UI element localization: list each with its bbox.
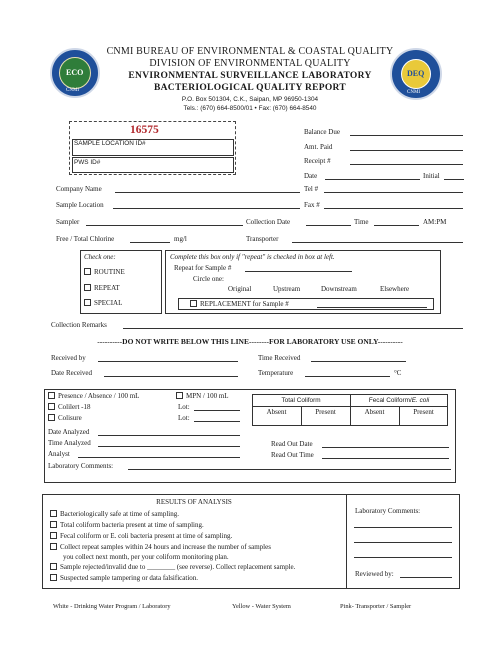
lot-label-1: Lot: bbox=[178, 403, 190, 411]
pws-id-label: PWS ID# bbox=[74, 159, 101, 166]
time-analyzed-label: Time Analyzed bbox=[48, 439, 91, 447]
results-box-divider bbox=[346, 494, 347, 589]
time-label: Time bbox=[354, 218, 369, 226]
check-one-title: Check one: bbox=[84, 253, 116, 261]
mpn-checkbox[interactable] bbox=[176, 392, 183, 399]
result-total-coliform-label: Total coliform bacteria present at time of sampling. bbox=[60, 521, 204, 529]
tel-label: Tel # bbox=[304, 185, 319, 193]
colilert-checkbox[interactable] bbox=[48, 403, 55, 410]
lab-comments-field[interactable] bbox=[128, 469, 451, 470]
result-tampering-checkbox[interactable] bbox=[50, 574, 57, 581]
result-fecal-checkbox[interactable] bbox=[50, 532, 57, 539]
result-rejected-checkbox[interactable] bbox=[50, 563, 57, 570]
repeat-checkbox[interactable] bbox=[84, 284, 91, 291]
tel-field[interactable] bbox=[324, 192, 463, 193]
results-title: RESULTS OF ANALYSIS bbox=[156, 498, 232, 506]
initial-field[interactable] bbox=[444, 179, 464, 180]
date-analyzed-label: Date Analyzed bbox=[48, 428, 90, 436]
received-by-label: Received by bbox=[51, 354, 86, 362]
result-safe-option[interactable] bbox=[50, 510, 179, 518]
collection-remarks-field[interactable] bbox=[123, 328, 463, 329]
billing-date-field[interactable] bbox=[325, 179, 420, 180]
temperature-label: Temperature bbox=[258, 369, 294, 377]
date-received-field[interactable] bbox=[104, 376, 238, 377]
special-checkbox[interactable] bbox=[84, 299, 91, 306]
results-lab-comments-label: Laboratory Comments: bbox=[355, 507, 421, 515]
presence-absence-label: Presence / Absence / 100 mL bbox=[58, 392, 140, 400]
header-line-2: DIVISION OF ENVIRONMENTAL QUALITY bbox=[149, 58, 351, 69]
lab-use-divider: ----------DO NOT WRITE BELOW THIS LINE--------FOR LABORATORY USE ONLY---------- bbox=[97, 337, 403, 346]
company-name-field[interactable] bbox=[115, 192, 300, 193]
sample-location-label: SAMPLE LOCATION ID# bbox=[74, 140, 146, 147]
collection-date-label: Collection Date bbox=[246, 218, 291, 226]
initial-label: Initial bbox=[423, 172, 440, 180]
choice-elsewhere[interactable]: Elsewhere bbox=[380, 285, 410, 293]
read-out-date-label: Read Out Date bbox=[271, 440, 313, 448]
date-analyzed-field[interactable] bbox=[98, 435, 240, 436]
fax-field[interactable] bbox=[324, 208, 463, 209]
read-out-date-field[interactable] bbox=[322, 447, 449, 448]
temperature-field[interactable] bbox=[305, 376, 390, 377]
header-line-3: ENVIRONMENTAL SURVEILLANCE LABORATORY bbox=[128, 71, 372, 81]
result-repeat-continuation: you collect next month, per your coliform monitoring plan. bbox=[63, 553, 229, 561]
fax-label: Fax # bbox=[304, 201, 320, 209]
eco-seal-text: ECO bbox=[66, 68, 84, 77]
date-received-label: Date Received bbox=[51, 369, 93, 377]
receipt-field[interactable] bbox=[350, 164, 463, 165]
repeat-label: REPEAT bbox=[94, 284, 120, 292]
colilert-label: Colilert -18 bbox=[58, 403, 91, 411]
sampler-label: Sampler bbox=[56, 218, 80, 226]
amt-paid-label: Amt. Paid bbox=[304, 143, 333, 151]
mpn-option[interactable] bbox=[176, 392, 229, 400]
results-comment-line-1[interactable] bbox=[354, 527, 452, 528]
result-rejected-label: Sample rejected/invalid due to ________ (see reverse). Collect replacement sample. bbox=[60, 563, 296, 571]
reviewed-by-label: Reviewed by: bbox=[355, 570, 394, 578]
fecal-absent-header: Absent bbox=[364, 408, 385, 416]
header-line-4: BACTERIOLOGICAL QUALITY REPORT bbox=[153, 83, 346, 93]
read-out-time-label: Read Out Time bbox=[271, 451, 314, 459]
replacement-field[interactable] bbox=[317, 307, 427, 308]
circle-one-label: Circle one: bbox=[193, 275, 224, 283]
sampler-field[interactable] bbox=[86, 225, 243, 226]
choice-original[interactable]: Original bbox=[228, 285, 252, 293]
lot-field-2[interactable] bbox=[194, 421, 240, 422]
result-total-coliform-option[interactable] bbox=[50, 521, 204, 529]
time-analyzed-field[interactable] bbox=[98, 446, 240, 447]
sample-location-text-label: Sample Location bbox=[56, 201, 104, 209]
choice-upstream[interactable]: Upstream bbox=[273, 285, 301, 293]
total-present-header: Present bbox=[315, 408, 336, 416]
read-out-time-field[interactable] bbox=[322, 458, 449, 459]
chlorine-field[interactable] bbox=[130, 242, 170, 243]
presence-absence-option[interactable] bbox=[48, 392, 139, 400]
routine-checkbox[interactable] bbox=[84, 268, 91, 275]
repeat-option[interactable] bbox=[84, 284, 120, 292]
result-safe-checkbox[interactable] bbox=[50, 510, 57, 517]
results-comment-line-3[interactable] bbox=[354, 557, 452, 558]
repeat-instruction: Complete this box only if "repeat" is checked in box at left. bbox=[170, 253, 335, 261]
result-fecal-option[interactable] bbox=[50, 532, 232, 540]
replacement-checkbox[interactable] bbox=[190, 300, 197, 307]
deq-seal-text: DEQ bbox=[407, 69, 425, 78]
result-repeat-checkbox[interactable] bbox=[50, 543, 57, 550]
result-rejected-option[interactable] bbox=[50, 563, 295, 571]
total-absent-header: Absent bbox=[266, 408, 287, 416]
colisure-option[interactable] bbox=[48, 414, 82, 422]
result-total-coliform-checkbox[interactable] bbox=[50, 521, 57, 528]
repeat-for-field[interactable] bbox=[245, 271, 352, 272]
footer-yellow-copy: Yellow - Water System bbox=[232, 603, 291, 610]
billing-date-label: Date bbox=[304, 172, 318, 180]
result-tampering-option[interactable] bbox=[50, 574, 198, 582]
colisure-label: Colisure bbox=[58, 414, 82, 422]
replacement-label: REPLACEMENT for Sample # bbox=[200, 300, 289, 308]
transporter-label: Transporter bbox=[246, 235, 279, 243]
lab-comments-label: Laboratory Comments: bbox=[48, 462, 114, 470]
sample-number: 16575 bbox=[130, 124, 159, 136]
result-repeat-option[interactable] bbox=[50, 543, 271, 551]
results-comment-line-2[interactable] bbox=[354, 542, 452, 543]
fecal-coliform-label: Fecal Coliform/ bbox=[368, 397, 412, 404]
mpn-label: MPN / 100 mL bbox=[186, 392, 229, 400]
result-tampering-label: Suspected sample tampering or data falsification. bbox=[60, 574, 199, 582]
time-received-field[interactable] bbox=[311, 361, 406, 362]
colilert-option[interactable] bbox=[48, 403, 90, 411]
transporter-field[interactable] bbox=[292, 242, 463, 243]
special-option[interactable] bbox=[84, 299, 122, 307]
amt-paid-field[interactable] bbox=[350, 150, 463, 151]
result-fecal-label: Fecal coliform or E. coli bacteria present at time of sampling. bbox=[60, 532, 233, 540]
fecal-coliform-header bbox=[350, 397, 448, 404]
eco-seal-ring-text: CNMI bbox=[66, 88, 80, 93]
collection-date-field[interactable] bbox=[306, 225, 351, 226]
balance-due-label: Balance Due bbox=[304, 128, 340, 136]
received-by-field[interactable] bbox=[98, 361, 238, 362]
coliform-table-header-rule bbox=[252, 406, 448, 407]
e-coli-label: E. coli bbox=[411, 397, 430, 404]
analyst-field[interactable] bbox=[78, 457, 240, 458]
reviewed-by-field[interactable] bbox=[400, 577, 452, 578]
chlorine-label: Free / Total Chlorine bbox=[56, 235, 115, 243]
special-label: SPECIAL bbox=[94, 299, 123, 307]
lot-field-1[interactable] bbox=[194, 410, 240, 411]
deq-seal-ring-text: CNMI bbox=[407, 90, 421, 95]
company-name-label: Company Name bbox=[56, 185, 102, 193]
footer-pink-copy: Pink- Transporter / Sampler bbox=[340, 603, 412, 610]
result-safe-label: Bacteriologically safe at time of sampling. bbox=[60, 510, 179, 518]
deg-c-label: °C bbox=[394, 369, 402, 377]
footer-white-copy: White - Drinking Water Program / Laboratory bbox=[53, 603, 171, 610]
repeat-for-label: Repeat for Sample # bbox=[174, 264, 232, 272]
time-field[interactable] bbox=[374, 225, 419, 226]
lot-label-2: Lot: bbox=[178, 414, 190, 422]
header-phones: Tels.: (670) 664-8500/01 • Fax: (670) 664-8540 bbox=[183, 105, 317, 112]
colisure-checkbox[interactable] bbox=[48, 414, 55, 421]
analyst-label: Analyst bbox=[48, 450, 70, 458]
header-line-1: CNMI BUREAU OF ENVIRONMENTAL & COASTAL QUALITY bbox=[106, 46, 394, 57]
total-coliform-header: Total Coliform bbox=[281, 397, 321, 404]
balance-due-field[interactable] bbox=[350, 135, 463, 136]
collection-remarks-label: Collection Remarks bbox=[51, 321, 107, 329]
routine-option[interactable] bbox=[84, 268, 125, 276]
receipt-label: Receipt # bbox=[304, 157, 331, 165]
fecal-present-header: Present bbox=[413, 408, 434, 416]
header-address: P.O. Box 501304, C.K., Saipan, MP 96950-1304 bbox=[181, 96, 319, 103]
routine-label: ROUTINE bbox=[94, 268, 125, 276]
sample-location-text-field[interactable] bbox=[113, 208, 300, 209]
time-received-label: Time Received bbox=[258, 354, 301, 362]
presence-absence-checkbox[interactable] bbox=[48, 392, 55, 399]
result-repeat-label: Collect repeat samples within 24 hours and increase the number of samples bbox=[60, 543, 271, 551]
mgl-label: mg/l bbox=[174, 235, 187, 243]
ampm-label: AM:PM bbox=[423, 218, 447, 226]
replacement-option[interactable] bbox=[190, 300, 289, 308]
choice-downstream[interactable]: Downstream bbox=[321, 285, 357, 293]
